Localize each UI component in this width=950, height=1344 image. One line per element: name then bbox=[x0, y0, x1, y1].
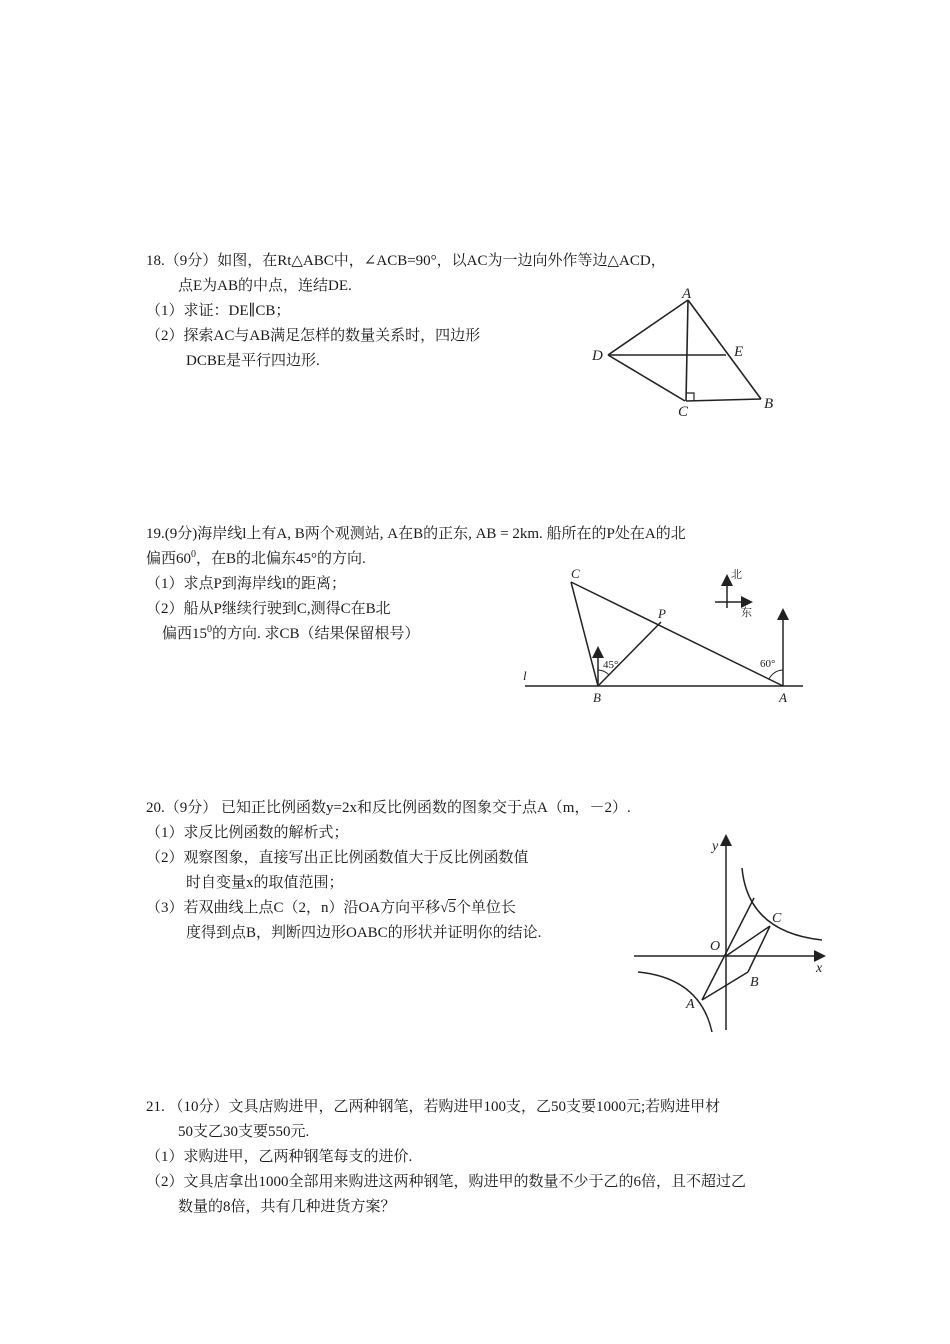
q18-right-angle-mark bbox=[686, 393, 694, 401]
q18-segment-ab bbox=[688, 300, 761, 399]
q18-figure bbox=[588, 286, 788, 416]
q20-line-1: 20.（9分） 已知正比例函数y=2x和反比例函数的图象交于点A（m，－2）. bbox=[146, 800, 631, 816]
q19-figure bbox=[515, 562, 815, 712]
q20-line-5-pre: （3）若双曲线上点C（2，n）沿OA方向平移 bbox=[146, 900, 441, 916]
q19-label-p: P bbox=[658, 606, 666, 621]
q18-label-e: E bbox=[734, 344, 744, 360]
q19-label-b: B bbox=[593, 690, 601, 705]
q19-angle-arc-a bbox=[769, 670, 783, 679]
q20-label-a: A bbox=[686, 997, 695, 1012]
q21-line-2: 50支乙30支要550元. bbox=[178, 1124, 310, 1140]
q18-segment-cb bbox=[686, 399, 761, 401]
q18-label-c: C bbox=[678, 404, 689, 416]
q18-segment-ad bbox=[608, 300, 688, 355]
q18-line-2: 点E为AB的中点，连结DE. bbox=[178, 278, 352, 294]
q21-part-2-cont: 数量的8倍，共有几种进货方案？ bbox=[178, 1199, 396, 1215]
q18-part-2-cont: DCBE是平行四边形. bbox=[186, 353, 320, 369]
q20-part-3-cont: 度得到点B，判断四边形OABC的形状并证明你的结论. bbox=[186, 925, 542, 941]
q20-hyperbola-branch-q3 bbox=[638, 972, 712, 1032]
q20-hyperbola-branch-q1 bbox=[742, 868, 822, 940]
q21-part-2: （2）文具店拿出1000全部用来购进这两种钢笔，购进甲的数量不少于乙的6倍，且不超过乙 bbox=[146, 1174, 747, 1190]
q21-part-1: （1）求购进甲，乙两种钢笔每支的进价. bbox=[146, 1149, 413, 1165]
q21-line-1: 21. （10分）文具店购进甲，乙两种钢笔，若购进甲100支，乙50支要1000元;若购进甲材 bbox=[146, 1099, 721, 1115]
q19-line-1: 19.(9分)海岸线l上有A, B两个观测站, A在B的正东, AB = 2km. 船所在的P处在A的北 bbox=[146, 526, 686, 542]
q20-part-2-cont: 时自变量x的取值范围； bbox=[186, 875, 344, 891]
q19-part-2: （2）船从P继续行驶到C,测得C在B北 bbox=[146, 601, 391, 617]
q19-line-5-pre: 偏西15 bbox=[162, 626, 208, 642]
q19-label-a: A bbox=[779, 690, 787, 705]
q20-sqrt bbox=[440, 898, 456, 918]
q18-line-1: 18.（9分）如图，在Rt△ABC中，∠ACB=90°，以AC为一边向外作等边△ACD， bbox=[146, 253, 666, 269]
q19-compass-east-label: 东 bbox=[741, 607, 752, 619]
q20-figure bbox=[630, 830, 830, 1035]
q18-label-a: A bbox=[682, 286, 692, 302]
q19-line-5-sup: 0 bbox=[207, 624, 213, 635]
q19-part-1: （1）求点P到海岸线l的距离； bbox=[146, 576, 347, 592]
radical-sign-icon: √ bbox=[440, 900, 449, 916]
q19-angle-label-b: 45° bbox=[603, 659, 619, 671]
q19-compass-north-label: 北 bbox=[731, 569, 742, 581]
q19-label-c: C bbox=[571, 566, 580, 581]
q20-sqrt-radicand: 5 bbox=[448, 900, 456, 916]
q20-label-c: C bbox=[772, 911, 782, 926]
q19-line-2-post: ，在B的北偏东45°的方向. bbox=[196, 551, 366, 567]
q19-angle-label-a: 60° bbox=[760, 658, 776, 670]
q20-label-x: x bbox=[816, 961, 823, 976]
q20-label-o: O bbox=[710, 939, 721, 954]
q19-segment-bp bbox=[598, 622, 661, 686]
q18-segment-dc bbox=[608, 355, 685, 401]
q19-line-2 bbox=[146, 549, 366, 569]
q19-segment-cb bbox=[571, 582, 598, 686]
q20-label-b: B bbox=[750, 975, 759, 990]
q19-line-5-post: 的方向. 求CB（结果保留根号） bbox=[212, 626, 420, 642]
q19-line-2-sup: 0 bbox=[191, 549, 197, 560]
q20-part-3 bbox=[146, 898, 516, 918]
q20-part-1: （1）求反比例函数的解析式； bbox=[146, 825, 349, 841]
q18-part-1: （1）求证：DE∥CB； bbox=[146, 303, 291, 319]
q18-part-2: （2）探索AC与AB满足怎样的数量关系时，四边形 bbox=[146, 328, 481, 344]
q18-label-d: D bbox=[592, 348, 603, 364]
q20-part-2: （2）观察图象，直接写出正比例函数值大于反比例函数值 bbox=[146, 850, 529, 866]
q19-label-l: l bbox=[523, 668, 527, 683]
q19-part-2-cont bbox=[162, 624, 420, 644]
q20-label-y: y bbox=[712, 839, 719, 854]
q18-label-b: B bbox=[764, 396, 774, 412]
q20-line-5-post: 个单位长 bbox=[455, 900, 516, 916]
q18-segment-ac bbox=[686, 300, 688, 401]
q19-line-2-pre: 偏西60 bbox=[146, 551, 192, 567]
